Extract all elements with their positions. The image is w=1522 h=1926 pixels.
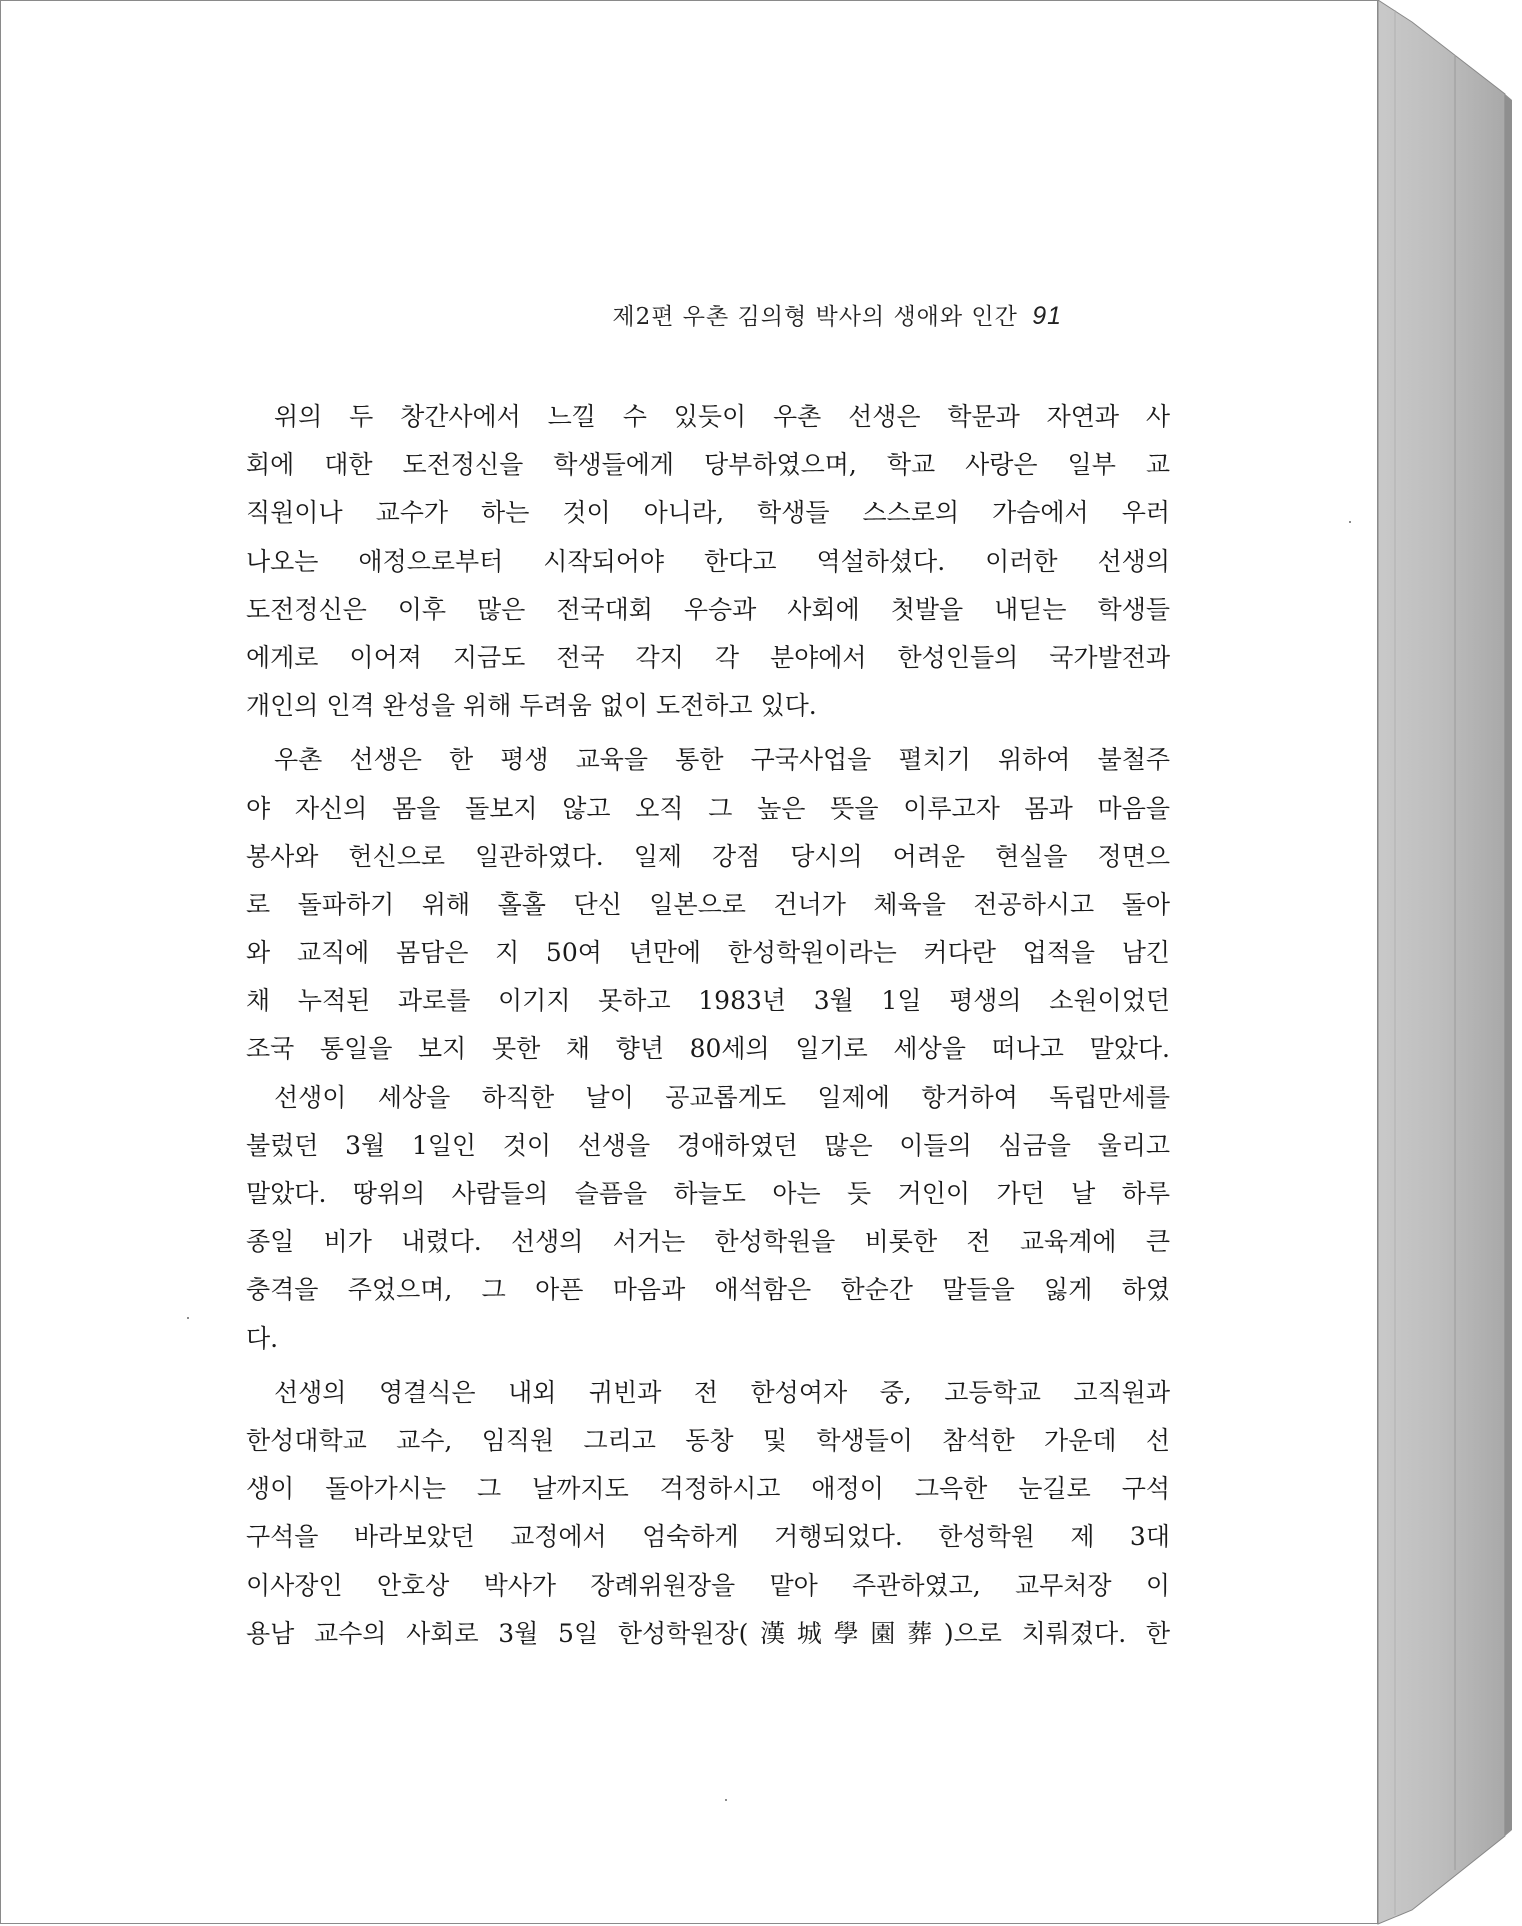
text-line: 직원이나 교수가 하는 것이 아니라, 학생들 스스로의 가슴에서 우러 [246,498,1170,528]
text-line: 봉사와 헌신으로 일관하였다. 일제 강점 당시의 어려운 현실을 정면으 [246,841,1170,871]
text-line: 위의 두 창간사에서 느낄 수 있듯이 우촌 선생은 학문과 자연과 사 [274,402,1170,431]
running-head [612,298,1062,331]
text-line: 채 누적된 과로를 이기지 못하고 1983년 3월 1일 평생의 소원이었던 [246,986,1170,1016]
body-text [246,393,1170,1658]
text-line: 불렀던 3월 1일인 것이 선생을 경애하였던 많은 이들의 심금을 울리고 [246,1130,1170,1160]
text-line: 개인의 인격 완성을 위해 두려움 없이 도전하고 있다. [246,691,817,721]
text-line: 회에 대한 도전정신을 학생들에게 당부하였으며, 학교 사랑은 일부 교 [246,450,1170,480]
text-line: 로 돌파하기 위해 홀홀 단신 일본으로 건너가 체육을 전공하시고 돌아 [246,889,1170,919]
scan-speck [725,1799,727,1801]
text-line: 에게로 이어져 지금도 전국 각지 각 분야에서 한성인들의 국가발전과 [246,642,1170,672]
text-line: 야 자신의 몸을 돌보지 않고 오직 그 높은 뜻을 이루고자 몸과 마음을 [246,793,1170,823]
text-line: 선생의 영결식은 내외 귀빈과 전 한성여자 중, 고등학교 고직원과 [274,1377,1170,1407]
text-line: 다. [246,1323,279,1353]
text-line: 용남 교수의 사회로 3월 5일 한성학원장(漢城學園葬)으로 치뤄졌다. 한 [246,1618,1170,1648]
text-line: 이사장인 안호상 박사가 장례위원장을 맡아 주관하였고, 교무처장 이 [246,1570,1170,1600]
text-line: 우촌 선생은 한 평생 교육을 통한 구국사업을 펼치기 위하여 불철주 [274,745,1170,775]
text-line: 나오는 애정으로부터 시작되어야 한다고 역설하셨다. 이러한 선생의 [246,546,1170,576]
scan-speck [1349,521,1351,523]
page-number: 91 [1032,302,1062,330]
scan-speck [187,1317,189,1319]
text-line: 충격을 주었으며, 그 아픈 마음과 애석함은 한순간 말들을 잃게 하였 [246,1275,1170,1305]
text-line: 와 교직에 몸담은 지 50여 년만에 한성학원이라는 커다란 업적을 남긴 [246,938,1170,968]
running-head-title: 제2편 우촌 김의형 박사의 생애와 인간 [612,304,1018,330]
text-line: 선생이 세상을 하직한 날이 공교롭게도 일제에 항거하여 독립만세를 [274,1082,1170,1112]
text-line: 조국 통일을 보지 못한 채 향년 80세의 일기로 세상을 떠나고 말았다. [246,1034,1170,1064]
text-line: 말았다. 땅위의 사람들의 슬픔을 하늘도 아는 듯 거인이 가던 날 하루 [246,1179,1170,1208]
text-line: 한성대학교 교수, 임직원 그리고 동창 및 학생들이 참석한 가운데 선 [246,1425,1170,1455]
text-line: 도전정신은 이후 많은 전국대회 우승과 사회에 첫발을 내딛는 학생들 [246,594,1170,624]
text-line: 생이 돌아가시는 그 날까지도 걱정하시고 애정이 그윽한 눈길로 구석 [246,1474,1170,1504]
text-line: 구석을 바라보았던 교정에서 엄숙하게 거행되었다. 한성학원 제 3대 [246,1522,1170,1552]
text-line: 종일 비가 내렸다. 선생의 서거는 한성학원을 비롯한 전 교육계에 큰 [246,1227,1170,1257]
